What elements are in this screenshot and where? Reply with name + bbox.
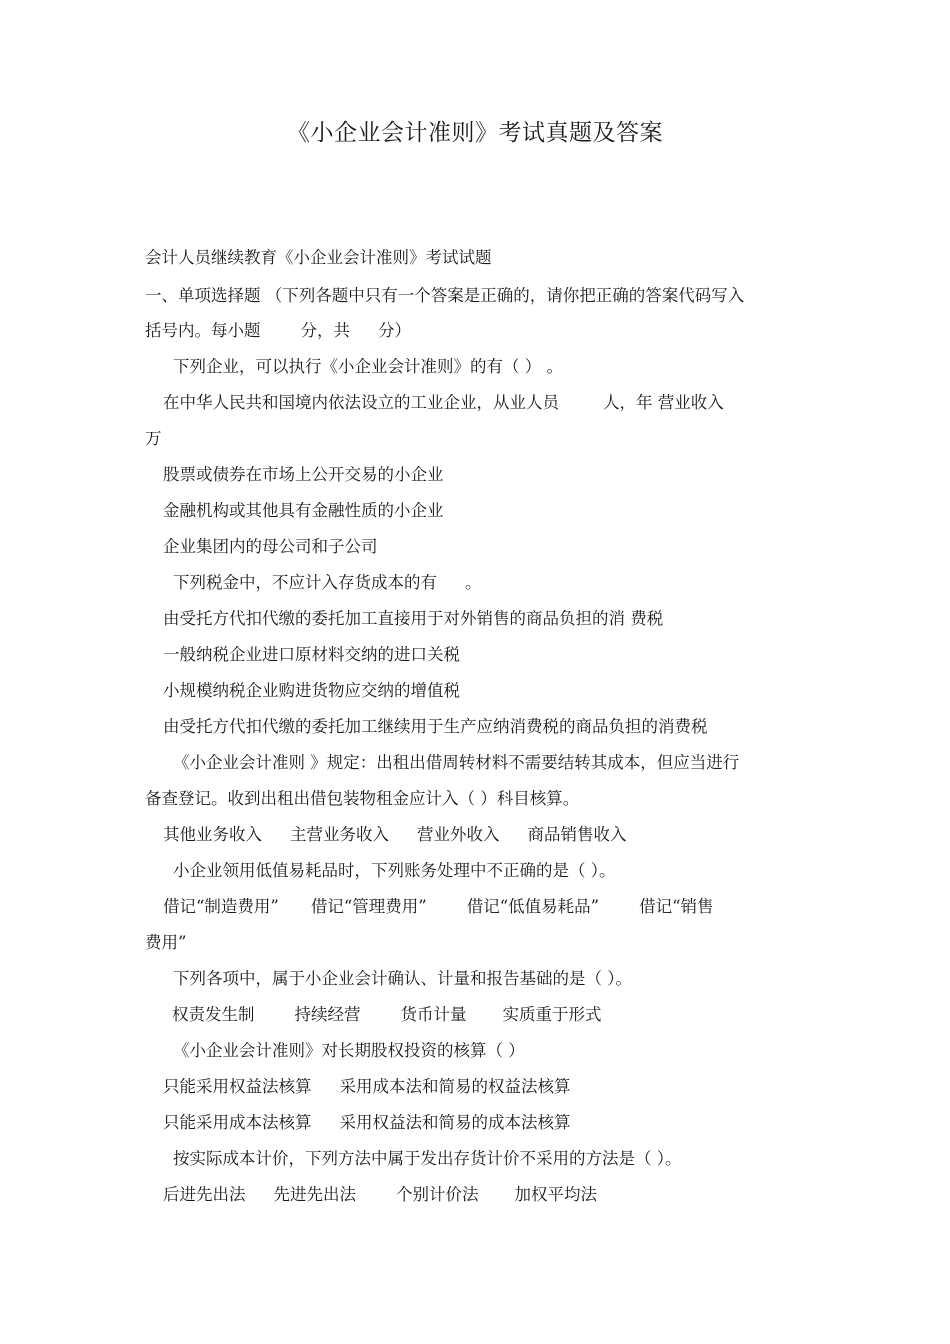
option-text: 借记“销售 (639, 897, 714, 916)
option-wrap: 万 (145, 429, 162, 448)
stem-text: 下列税金中，不应计入存货成本的有 (173, 573, 437, 592)
question-option: 由受托方代扣代缴的委托加工继续用于生产应纳消费税的商品负担的消费税 (163, 717, 708, 736)
option-text: 在中华人民共和国境内依法设立的工业企业，从业人员 (163, 393, 559, 412)
stem-text: 。 (465, 573, 482, 592)
question-options-row (163, 823, 627, 847)
question-stem (173, 571, 482, 595)
option-text: 个别计价法 (396, 1185, 479, 1204)
question-option: 由受托方代扣代缴的委托加工直接用于对外销售的商品负担的消 费税 (163, 609, 664, 628)
question-options-row (163, 895, 714, 919)
question-options-row (172, 1003, 602, 1027)
question-options-row (163, 1075, 571, 1099)
question-option: 企业集团内的母公司和子公司 (163, 537, 378, 556)
option-text: 货币计量 (400, 1005, 467, 1024)
option-text: 采用成本法和简易的权益法核算 (339, 1077, 571, 1096)
question-option: 金融机构或其他具有金融性质的小企业 (163, 501, 444, 520)
section-heading: 一、单项选择题 （下列各题中只有一个答案是正确的，请你把正确的答案代码写入 (145, 286, 745, 305)
question-stem-cont: 备查登记。收到出租出借包装物租金应计入（ ）科目核算。 (145, 789, 580, 808)
section-heading-cont (145, 319, 411, 343)
option-text: 借记“低值易耗品” (466, 897, 600, 916)
section-heading-part: 分） (378, 321, 411, 340)
option-text: 人，年 营业收入 (603, 393, 724, 412)
option-text: 主营业务收入 (290, 825, 389, 844)
question-stem: 《小企业会计准则》对长期股权投资的核算（ ） (173, 1041, 525, 1060)
option-text: 商品销售收入 (527, 825, 627, 844)
question-stem: 下列企业，可以执行《小企业会计准则》的有（ ） 。 (173, 357, 563, 376)
option-text: 实质重于形式 (502, 1005, 602, 1024)
option-text: 持续经营 (294, 1005, 361, 1024)
option-text: 营业外收入 (417, 825, 500, 844)
option-text: 只能采用权益法核算 (163, 1077, 312, 1096)
question-stem: 《小企业会计准则 》规定：出租出借周转材料不需要结转其成本，但应当进行 (173, 753, 740, 772)
question-stem: 小企业领用低值易耗品时，下列账务处理中不正确的是（ ）。 (173, 861, 616, 880)
question-option: 股票或债券在市场上公开交易的小企业 (163, 465, 444, 484)
question-options-row (163, 1111, 571, 1135)
option-text: 加权平均法 (514, 1185, 597, 1204)
option-wrap: 费用” (145, 933, 187, 952)
section-heading-part: 分，共 (300, 321, 350, 340)
section-heading-part: 括号内。每小题 (145, 321, 261, 340)
question-options-row (163, 1183, 597, 1207)
option-text: 先进先出法 (273, 1185, 356, 1204)
option-text: 权责发生制 (172, 1005, 255, 1024)
question-stem: 下列各项中，属于小企业会计确认、计量和报告基础的是（ ）。 (173, 969, 632, 988)
option-text: 借记“制造费用” (163, 897, 279, 916)
option-text: 其他业务收入 (163, 825, 262, 844)
option-text: 借记“管理费用” (310, 897, 427, 916)
option-text: 后进先出法 (163, 1185, 246, 1204)
option-text: 采用权益法和简易的成本法核算 (339, 1113, 571, 1132)
question-option: 小规模纳税企业购进货物应交纳的增值税 (163, 681, 460, 700)
document-title: 《小企业会计准则》考试真题及答案 (287, 120, 663, 146)
option-text: 只能采用成本法核算 (163, 1113, 312, 1132)
exam-subtitle: 会计人员继续教育《小企业会计准则》考试试题 (145, 248, 492, 267)
question-stem: 按实际成本计价，下列方法中属于发出存货计价不采用的方法是（ ）。 (173, 1149, 682, 1168)
question-option: 一般纳税企业进口原材料交纳的进口关税 (163, 645, 460, 664)
question-option (163, 391, 724, 415)
